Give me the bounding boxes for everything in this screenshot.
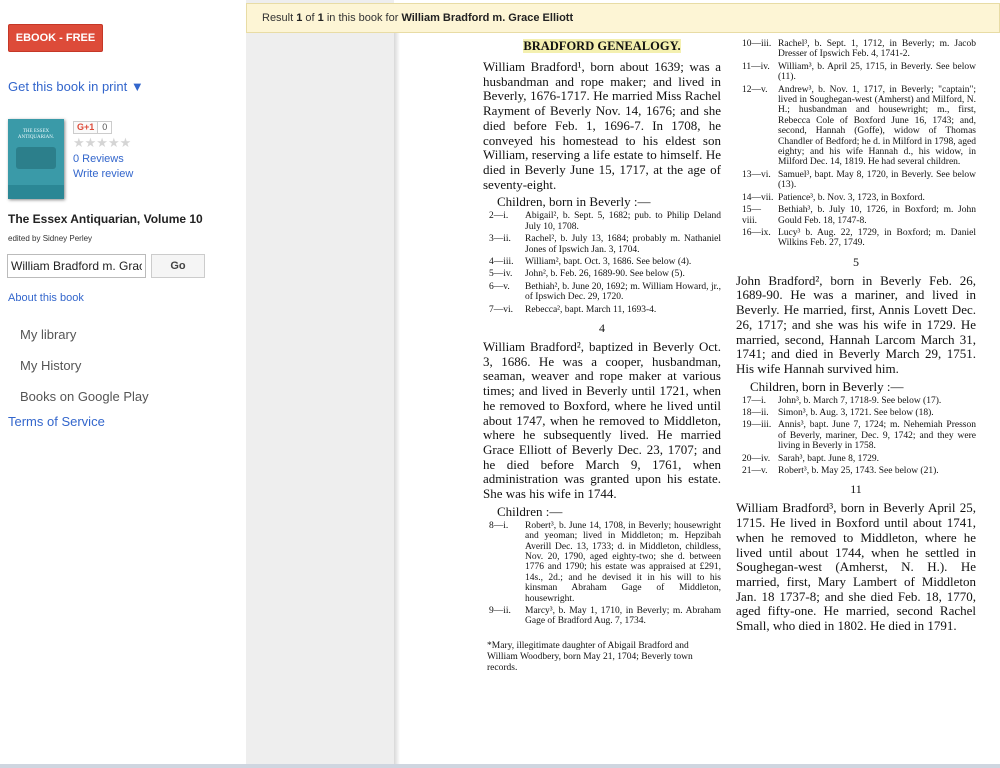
child-entry	[483, 234, 721, 255]
go-button[interactable]: Go	[151, 254, 205, 278]
child-text: Abigail², b. Sept. 5, 1682; pub. to Philip Deland July 10, 1708.	[525, 211, 721, 232]
search-query: William Bradford m. Grace Elliott	[401, 12, 574, 24]
children-list	[483, 211, 721, 315]
child-number: 6—v.	[489, 281, 510, 292]
child-text: Rachel², b. July 13, 1684; probably m. Nathaniel Jones of Ipswich Jan. 3, 1704.	[525, 234, 721, 255]
about-this-book-link[interactable]: About this book	[8, 292, 84, 304]
child-entry	[736, 396, 976, 406]
child-text: Bethiah², b. June 20, 1692; m. William Howard, jr., of Ipswich Dec. 29, 1720.	[525, 281, 721, 303]
paragraph-john-2: John Bradford², born in Beverly Feb. 26, 1689-90. He was a mariner, and lived in Beverly. He married, first, Annis Lovett Dec. 26, 1717; and she was his wife in 1729. He married, second, Hannah Larcom March 31, 1741; and died in Beverly March 29, 1751. His wife Hannah survived him.	[736, 272, 976, 376]
nav-books-on-google-play[interactable]: Books on Google Play	[20, 389, 149, 404]
search-in-book-input[interactable]	[7, 254, 146, 278]
child-entry	[483, 282, 721, 303]
child-entry	[736, 408, 976, 418]
sidebar	[0, 0, 246, 768]
child-entry	[483, 606, 721, 627]
page-column-left	[483, 39, 721, 674]
child-entry	[483, 521, 721, 604]
child-text: Andrew³, b. Nov. 1, 1717, in Beverly; "captain"; lived in Soughegan-west (Amherst) and Milford, N. H.; husbandman and housewright; m., first, Rebecca Cole of Boxford June 16, 1743; and, second, Hannah (Goffe), widow of Thomas Chandler of Bedford; he d. in Milford in 1798, aged eighty; and his wife Hannah d., his widow, in Milford Dec. 14, 1819. He had several children.	[778, 84, 976, 168]
child-text: John², b. Feb. 26, 1689-90. See below (5).	[525, 269, 685, 280]
child-entry	[736, 193, 976, 203]
book-page	[394, 33, 994, 768]
paragraph-william-1: William Bradford¹, born about 1639; was a husbandman and rope maker; and lived in Beverly, 1676-1717. He married Miss Rachel Rayment of Beverly Nov. 14, 1676; and she died before Feb. 1, 1696-7. In 1708, he conveyed his homestead to his eldest son William, reserving a life estate to himself. He died in Beverly June 15, 1717, at the age of seventy-eight.	[483, 59, 721, 192]
child-entry	[736, 85, 976, 168]
rating-stars: ★★★★★	[73, 135, 132, 150]
child-number: 7—vi.	[489, 304, 514, 315]
child-number: 12—v.	[742, 84, 768, 95]
child-entry	[483, 305, 721, 315]
children-heading: Children, born in Beverly :—	[750, 378, 904, 394]
children-list	[483, 521, 721, 627]
child-number: 14—vii.	[742, 192, 774, 203]
child-entry	[483, 269, 721, 279]
children-heading: Children, born in Beverly :—	[497, 194, 651, 210]
child-text: William², bapt. Oct. 3, 1686. See below (4).	[525, 256, 692, 267]
child-text: Patience³, b. Nov. 3, 1723, in Boxford.	[778, 192, 925, 203]
child-text: Simon³, b. Aug. 3, 1721. See below (18).	[778, 408, 934, 419]
child-number: 16—ix.	[742, 227, 771, 238]
child-text: Marcy³, b. May 1, 1710, in Beverly; m. Abraham Gage of Bradford Aug. 7, 1734.	[525, 605, 721, 627]
child-entry	[483, 257, 721, 267]
children-heading: Children :—	[497, 503, 563, 519]
child-number: 17—i.	[742, 395, 767, 406]
taskbar-edge	[0, 764, 1000, 768]
footnote: *Mary, illegitimate daughter of Abigail Bradford and William Woodbery, born May 21, 1704; Beverly town records.	[487, 640, 693, 673]
book-cover[interactable]	[8, 119, 64, 199]
child-number: 10—iii.	[742, 39, 772, 49]
child-text: Bethiah³, b. July 10, 1726, in Boxford; m. John Gould Feb. 18, 1747-8.	[778, 205, 976, 226]
search-result-text: Result 1 of 1 in this book for William Bradford m. Grace Elliott	[262, 12, 574, 24]
child-text: Robert³, b. May 25, 1743. See below (21).	[778, 466, 939, 477]
child-number: 13—vi.	[742, 169, 771, 180]
running-head: BRADFORD GENEALOGY.	[523, 39, 681, 53]
child-number: 19—iii.	[742, 420, 772, 431]
child-entry	[736, 228, 976, 249]
paragraph-william-2: William Bradford², baptized in Beverly Oct. 3, 1686. He was a cooper, husbandman, seaman, weaver and rope maker at various times; and lived in Beverly until 1721, when he removed to Boxford, where he lived until about 1747, when he removed to Middleton, where he subsequently lived. He married Grace Elliott of Beverly Dec. 23, 1707; and he died before March 9, 1761, when administration was granted upon his estate. She was his wife in 1744.	[483, 338, 721, 502]
ebook-free-button[interactable]: EBOOK - FREE	[8, 24, 103, 52]
terms-of-service-link[interactable]: Terms of Service	[8, 414, 105, 429]
child-entry	[736, 466, 976, 476]
child-text: Annis³, bapt. June 7, 1724; m. Nehemiah Presson of Beverly, mariner, Dec. 9, 1742; and they were living in Beverly in 1758.	[778, 420, 976, 452]
section-number: 4	[599, 320, 605, 335]
child-entry	[483, 211, 721, 232]
search-result-banner	[246, 3, 1000, 33]
gplus-widget[interactable]	[73, 121, 112, 134]
child-entry	[736, 205, 976, 226]
child-entry	[736, 454, 976, 464]
viewer-gutter	[246, 0, 394, 768]
section-number: 11	[850, 482, 862, 497]
child-number: 4—iii.	[489, 256, 514, 267]
child-text: Robert³, b. June 14, 1708, in Beverly; housewright and yeoman; lived in Middleton; m. Hepzibah Averill Dec. 13, 1733; d. in Middleton, childless, Nov. 20, 1790, aged eighty-two; she d. between 1776 and 1790; his estate was appraised at £291, 14s., 2d.; and he devised it in his will to his kinsman Abraham Gage of Middleton, housewright.	[525, 520, 721, 604]
nav-my-library[interactable]: My library	[20, 327, 77, 342]
child-entry	[736, 170, 976, 191]
cover-title: THE ESSEX ANTIQUARIAN.	[17, 129, 55, 140]
get-book-in-print-link[interactable]: Get this book in print ▼	[8, 79, 144, 94]
page-column-right	[736, 37, 976, 634]
children-list	[736, 396, 976, 477]
child-number: 8—i.	[489, 520, 509, 531]
child-text: William³, b. April 25, 1715, in Beverly. See below (11).	[778, 61, 976, 83]
child-text: Sarah³, bapt. June 8, 1729.	[778, 453, 879, 464]
child-entry	[736, 420, 976, 451]
child-number: 15—viii.	[742, 205, 761, 226]
book-title: The Essex Antiquarian, Volume 10	[8, 212, 203, 226]
write-review-link[interactable]: Write review	[73, 168, 134, 180]
section-number: 5	[853, 254, 859, 269]
cover-band	[8, 185, 64, 199]
child-number: 21—v.	[742, 466, 768, 477]
child-text: John³, b. March 7, 1718-9. See below (17).	[778, 395, 942, 406]
child-number: 2—i.	[489, 211, 509, 222]
reviews-link[interactable]: 0 Reviews	[73, 153, 124, 165]
gplus-count: 0	[98, 121, 112, 134]
child-number: 20—iv.	[742, 453, 771, 464]
child-text: Rachel³, b. Sept. 1, 1712, in Beverly; m. Jacob Dresser of Ipswich Feb. 4, 1741-2.	[778, 39, 976, 60]
gplus-button[interactable]: G+1	[73, 121, 98, 134]
child-number: 5—iv.	[489, 269, 513, 280]
child-number: 3—ii.	[489, 234, 511, 245]
paragraph-william-3: William Bradford³, born in Beverly April 25, 1715. He lived in Boxford until about 1741, when he removed to Middleton, where he lived until about 1744, when he settled in Soughegan-west (Amherst, N. H.). He married, first, Mary Lambert of Middleton Jan. 18 1737-8; and she died Feb. 18, 1770, aged fifty-one. He married, second Rachel Small, who died in 1802. He died in 1791.	[736, 500, 976, 634]
child-text: Samuel³, bapt. May 8, 1720, in Beverly. See below (13).	[778, 169, 976, 191]
child-text: Lucy³ b. Aug. 22, 1729, in Boxford; m. Daniel Wilkins Feb. 27, 1749.	[778, 227, 976, 249]
child-text: Rebecca², bapt. March 11, 1693-4.	[525, 304, 657, 315]
cover-map-image	[16, 147, 56, 169]
child-entry	[736, 62, 976, 83]
children-list	[736, 39, 976, 249]
page-shadow	[394, 33, 400, 768]
nav-my-history[interactable]: My History	[20, 358, 82, 373]
child-number: 18—ii.	[742, 408, 769, 419]
child-number: 9—ii.	[489, 605, 511, 616]
child-entry	[736, 39, 976, 60]
book-editor: edited by Sidney Perley	[8, 234, 93, 243]
child-number: 11—iv.	[742, 61, 770, 72]
